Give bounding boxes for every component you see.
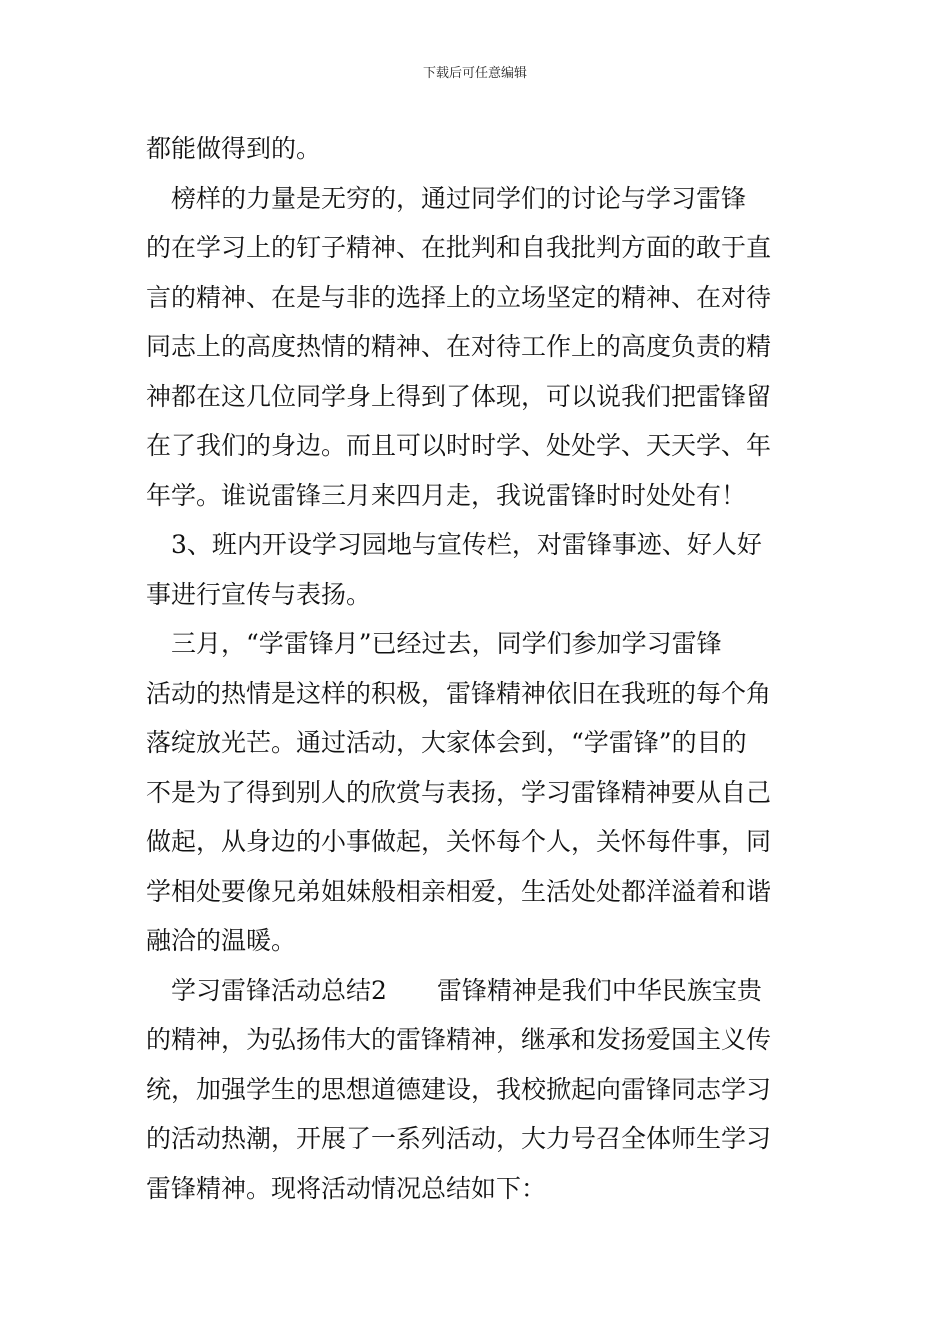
text-line: 都能做得到的。 (146, 134, 322, 163)
text-line: 活动的热情是这样的积极，雷锋精神依旧在我班的每个角 (146, 678, 772, 708)
text-line: 神都在这几位同学身上得到了体现，可以说我们把雷锋留 (146, 381, 772, 411)
text-line: 年学。谁说雷锋三月来四月走，我说雷锋时时处处有！ (146, 480, 747, 510)
text-line: 事进行宣传与表扬。 (146, 579, 372, 609)
text-line: 言的精神、在是与非的选择上的立场坚定的精神、在对待 (146, 282, 772, 312)
text-line: 融洽的温暖。 (146, 926, 297, 955)
text-line: 榜样的力量是无穷的，通过同学们的讨论与学习雷锋 (146, 183, 747, 213)
text-line: 不是为了得到别人的欣赏与表扬，学习雷锋精神要从自己 (146, 777, 772, 807)
text-line: 3、班内开设学习园地与宣传栏，对雷锋事迹、好人好 (146, 530, 762, 559)
text-line: 学相处要像兄弟姐妹般相亲相爱，生活处处都洋溢着和谐 (146, 876, 772, 906)
text-line: 三月，“学雷锋月”已经过去，同学们参加学习雷锋 (146, 629, 722, 658)
text-line: 学习雷锋活动总结2 雷锋精神是我们中华民族宝贵 (146, 975, 762, 1005)
text-line: 在了我们的身边。而且可以时时学、处处学、天天学、年 (146, 431, 772, 460)
text-line: 的活动热潮，开展了一系列活动，大力号召全体师生学习 (146, 1124, 772, 1153)
text-line: 的精神，为弘扬伟大的雷锋精神，继承和发扬爱国主义传 (146, 1025, 772, 1054)
text-line: 雷锋精神。现将活动情况总结如下： (146, 1173, 547, 1203)
text-line: 做起，从身边的小事做起，关怀每个人，关怀每件事，同 (146, 827, 772, 856)
page-header: 下载后可任意编辑 (422, 66, 527, 81)
text-line: 的在学习上的钉子精神、在批判和自我批判方面的敢于直 (146, 233, 772, 262)
text-line: 同志上的高度热情的精神、在对待工作上的高度负责的精 (146, 332, 772, 361)
text-line: 落绽放光芒。通过活动，大家体会到，“学雷锋”的目的 (146, 728, 747, 757)
document-body (146, 124, 808, 1213)
text-line: 统，加强学生的思想道德建设，我校掀起向雷锋同志学习 (146, 1074, 772, 1104)
